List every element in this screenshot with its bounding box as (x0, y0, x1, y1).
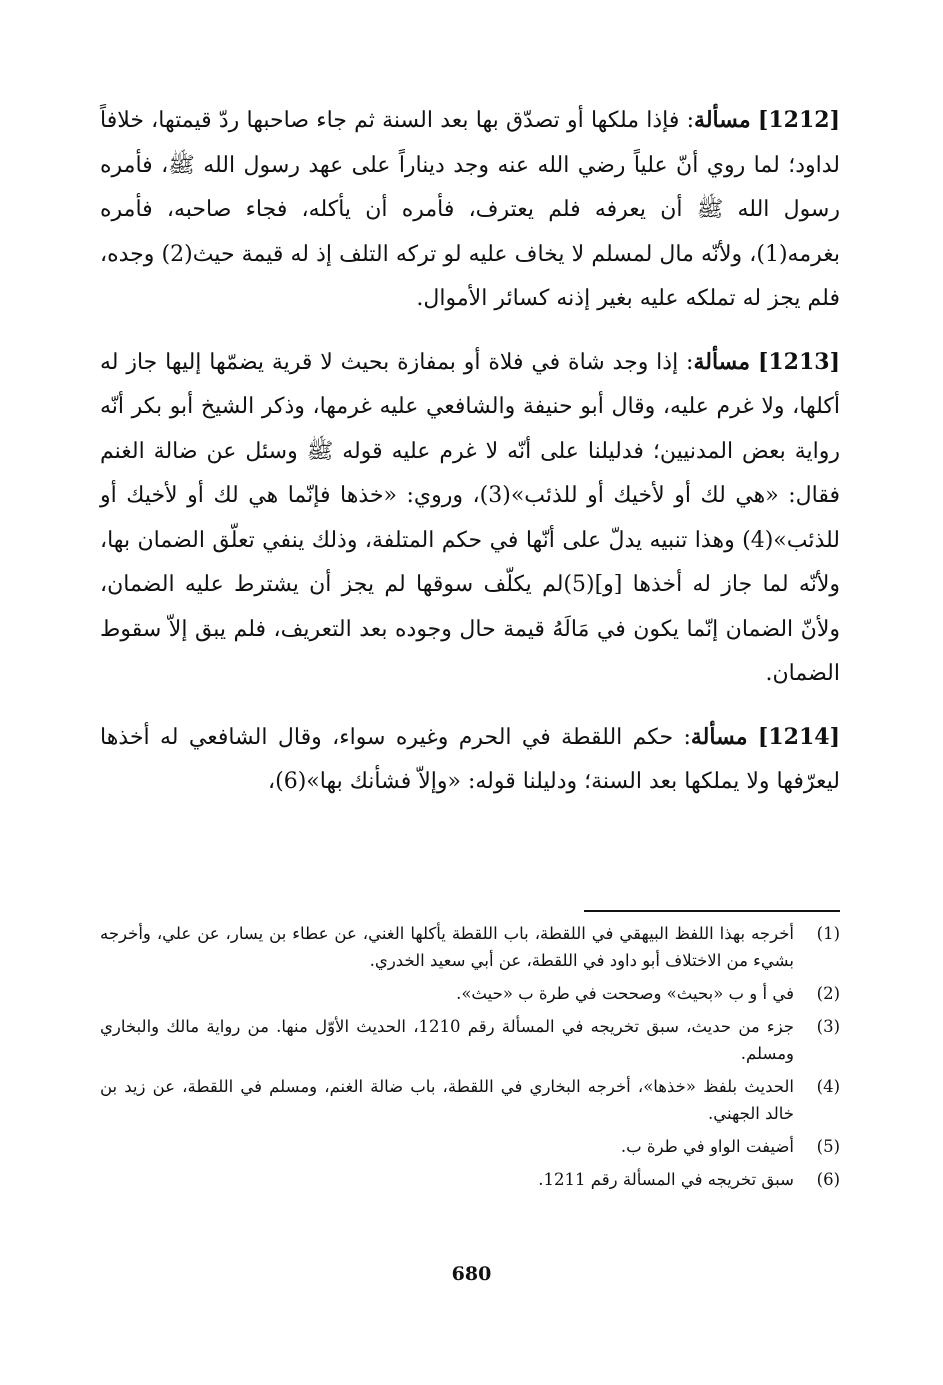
footnote-text: أضيفت الواو في طرة ب. (620, 1137, 794, 1156)
footnotes (100, 920, 840, 1199)
issue-paragraph-1214 (100, 715, 840, 805)
issue-label: مسألة (694, 107, 751, 133)
issue-number: [1214] (757, 723, 840, 750)
main-text (100, 98, 840, 805)
footnote-number: (1) (816, 924, 840, 943)
footnote-text: في أ و ب «بحيث» وصححت في طرة ب «حيث». (456, 984, 794, 1003)
footnote-item (100, 980, 840, 1007)
footnote-item (100, 1166, 840, 1193)
footnote-text: الحديث بلفظ «خذها»، أخرجه البخاري في اللقطة، باب ضالة الغنم، ومسلم في اللقطة، عن زيد بن خالد الجهني. (100, 1077, 794, 1123)
issue-number: [1212] (757, 107, 840, 133)
footnote-item (100, 1013, 840, 1067)
footnote-item (100, 1133, 840, 1160)
issue-text: : فإذا ملكها أو تصدّق بها بعد السنة ثم جاء صاحبها ردّ قيمتها، خلافاً لداود؛ لما روي أنّ علياً رضي الله عنه وجد ديناراً على عهد رسول الله ﷺ، فأمره رسول الله ﷺ أن يعرفه فلم يعترف، فأمره أن يأكله، فجاء صاحبه، فأمره بغرمه(1)، ولأنّه مال لمسلم لا يخاف عليه لو تركه التلف إذ له قيمة حيث(2) وجده، فلم يجز له تملكه عليه بغير إذنه كسائر الأموال. (100, 108, 840, 311)
issue-paragraph-1212 (100, 98, 840, 322)
footnote-item (100, 920, 840, 974)
footnote-number: (4) (816, 1077, 840, 1096)
footnote-text: أخرجه بهذا اللفظ البيهقي في اللقطة، باب اللقطة يأكلها الغني، عن عطاء بن يسار، عن علي، وأخرجه بشيء من الاختلاف أبو داود في اللقطة، عن أبي سعيد الخدري. (100, 924, 794, 970)
issue-text: : حكم اللقطة في الحرم وغيره سواء، وقال الشافعي له أخذها ليعرّفها ولا يملكها بعد السنة؛ ودليلنا قوله: «وإلاّ فشأنك بها»(6)، (100, 724, 840, 794)
issue-text: : إذا وجد شاة في فلاة أو بمفازة بحيث لا قرية يضمّها إليها جاز له أكلها، ولا غرم عليه، وقال أبو حنيفة والشافعي عليه غرمها، وذكر الشيخ أبو بكر أنّه رواية بعض المدنيين؛ فدليلنا على أنّه لا غرم عليه قوله ﷺ وسئل عن ضالة الغنم فقال: «هي لك أو لأخيك أو للذئب»(3)، وروي: «خذها فإنّما هي لك أو لأخيك أو للذئب»(4) وهذا تنبيه يدلّ على أنّها في حكم المتلفة، وذلك ينفي تعلّق الضمان بها، ولأنّه لما جاز له أخذها [و](5)لم يكلّف سوقها لم يجز أن يشترط عليه الضمان، ولأنّ الضمان إنّما يكون في مَالَهُ قيمة حال وجوده بعد التعريف، فلم يبق إلاّ سقوط الضمان. (100, 349, 841, 686)
footnote-number: (3) (816, 1017, 840, 1036)
footnote-text: سبق تخريجه في المسألة رقم 1211. (538, 1170, 794, 1189)
page-number: 680 (451, 1263, 492, 1285)
footnote-text: جزء من حديث، سبق تخريجه في المسألة رقم 1210، الحديث الأوّل منها. من رواية مالك والبخاري ومسلم. (100, 1017, 794, 1063)
footnote-number: (6) (816, 1170, 840, 1189)
footnote-separator (584, 910, 840, 912)
issue-label: مسألة (693, 348, 751, 375)
issue-paragraph-1213 (100, 340, 840, 697)
issue-number: [1213] (757, 348, 841, 375)
footnote-number: (5) (816, 1137, 840, 1156)
issue-label: مسألة (690, 723, 748, 750)
footnote-number: (2) (816, 984, 840, 1003)
footnote-item (100, 1073, 840, 1127)
